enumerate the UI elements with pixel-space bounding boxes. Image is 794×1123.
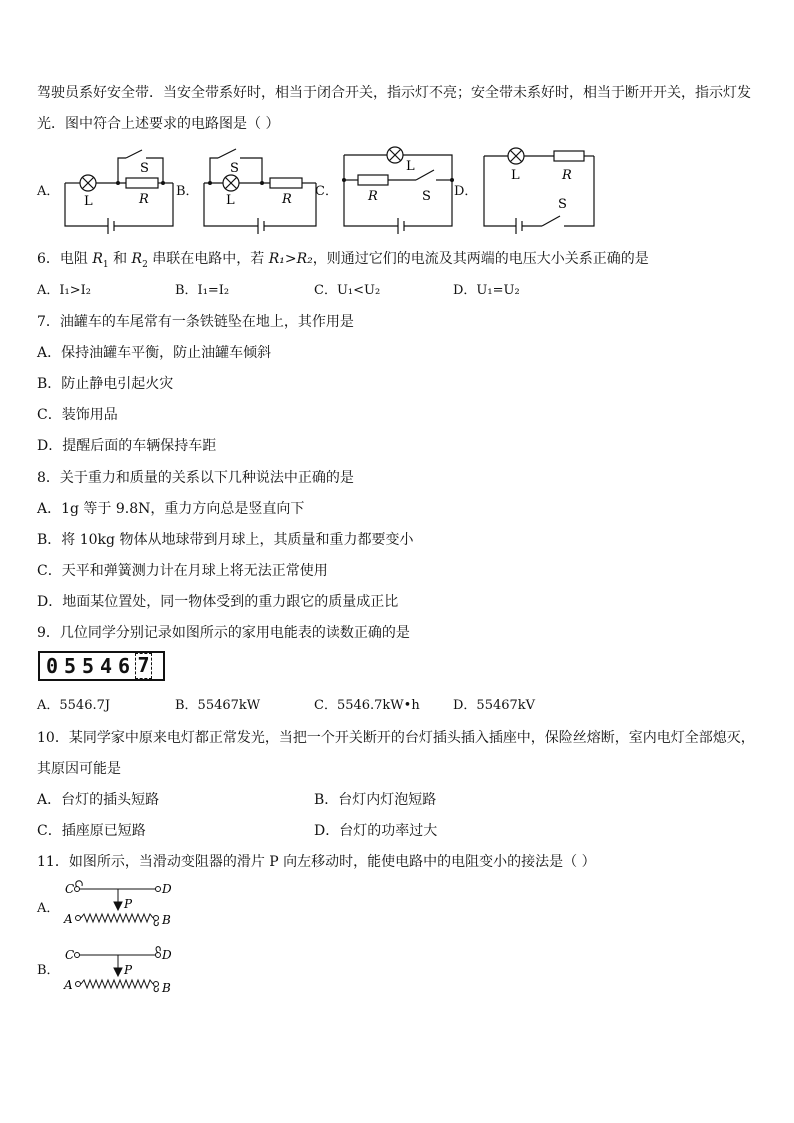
q9-option-a[interactable]: A．5546.7J — [37, 698, 111, 713]
meter-decimal-digit: 7 — [135, 653, 152, 679]
q9-option-d[interactable]: D．55467kV — [453, 698, 536, 713]
q11-option-b-label[interactable]: B． — [37, 963, 60, 978]
q11a-terminal-c: C — [65, 882, 75, 896]
q10-stem-line1: 10．某同学家中原来电灯都正常发光，当把一个开关断开的台灯插头插入插座中，保险丝熔断，室内电灯全部熄灭， — [37, 730, 755, 746]
q11-rheostat-b-diagram — [62, 942, 182, 998]
q6-condition: R₁>R₂ — [268, 251, 313, 267]
q6-option-a[interactable]: A．I₁>I₂ — [37, 283, 91, 298]
q11-option-a-label[interactable]: A． — [37, 901, 60, 916]
q5-circuit-c-diagram — [338, 144, 458, 238]
q5b-lamp-label: L — [226, 193, 235, 208]
q6-option-c[interactable]: C．U₁<U₂ — [314, 283, 381, 298]
q9-option-b[interactable]: B．55467kW — [175, 698, 261, 713]
q5a-switch-label: S — [140, 161, 149, 176]
q11a-slider-p: P — [124, 897, 133, 911]
q8-option-b[interactable]: B．将 10kg 物体从地球带到月球上，其质量和重力都要变小 — [37, 532, 414, 548]
q5d-lamp-label: L — [511, 168, 520, 183]
q11-stem: 11．如图所示，当滑动变阻器的滑片 P 向左移动时，能使电路中的电阻变小的接法是（ ） — [37, 854, 596, 870]
q5-option-d-label: D． — [454, 184, 478, 199]
q7-option-d[interactable]: D．提醒后面的车辆保持车距 — [37, 438, 217, 454]
q7-stem: 7．油罐车的车尾常有一条铁链坠在地上，其作用是 — [37, 314, 354, 330]
q5b-resistor-label: R — [282, 192, 292, 207]
q11b-terminal-d: D — [162, 948, 172, 962]
q11b-terminal-b: B — [162, 981, 171, 995]
q11-rheostat-a-diagram — [62, 878, 182, 930]
q5a-resistor-label: R — [139, 192, 149, 207]
meter-digit: 6 — [117, 654, 131, 678]
q5c-lamp-label: L — [406, 159, 415, 174]
q9-stem: 9．几位同学分别记录如图所示的家用电能表的读数正确的是 — [37, 625, 410, 641]
q10-option-d[interactable]: D．台灯的功率过大 — [314, 823, 438, 839]
q10-option-c[interactable]: C．插座原已短路 — [37, 823, 146, 839]
q8-option-c[interactable]: C．天平和弹簧测力计在月球上将无法正常使用 — [37, 563, 328, 579]
q9-option-c[interactable]: C．5546.7kW•h — [314, 698, 420, 713]
q5-stem-line1: 驾驶员系好安全带．当安全带系好时，相当于闭合开关，指示灯不亮；安全带未系好时，相当于断开开关，指示灯发 — [37, 85, 751, 101]
meter-digit: 4 — [99, 654, 113, 678]
q5-circuit-b-diagram — [198, 146, 320, 238]
q5d-switch-label: S — [558, 197, 567, 212]
meter-digit: 5 — [81, 654, 95, 678]
q11a-terminal-d: D — [162, 882, 172, 896]
q6-stem: 6．电阻 $R_1$ 和 $R_2$ 串联在电路中，若 R₁>R₂，则通过它们的电流及其两端的电压大小关系正确的是 — [37, 251, 649, 270]
q5a-lamp-label: L — [84, 194, 93, 209]
meter-digit: 0 — [45, 654, 59, 678]
q11b-slider-p: P — [124, 963, 133, 977]
q10-option-a[interactable]: A．台灯的插头短路 — [37, 792, 160, 808]
q11a-terminal-a: A — [64, 912, 73, 926]
q5-circuit-a-diagram — [58, 146, 180, 238]
q6-option-d[interactable]: D．U₁=U₂ — [453, 283, 520, 298]
q5-option-b-label: B． — [176, 184, 199, 199]
q7-option-b[interactable]: B．防止静电引起火灾 — [37, 376, 174, 392]
energy-meter-display — [38, 651, 165, 681]
q5d-resistor-label: R — [562, 168, 572, 183]
q5c-resistor-label: R — [368, 189, 378, 204]
q5b-switch-label: S — [230, 161, 239, 176]
q11b-terminal-c: C — [65, 948, 75, 962]
q10-stem-line2: 其原因可能是 — [37, 761, 121, 777]
q11a-terminal-b: B — [162, 913, 171, 927]
q11b-terminal-a: A — [64, 978, 73, 992]
q5-option-a-label: A． — [37, 184, 60, 199]
q5-option-c-label: C． — [315, 184, 338, 199]
meter-digit: 5 — [63, 654, 77, 678]
q8-option-d[interactable]: D．地面某位置处，同一物体受到的重力跟它的质量成正比 — [37, 594, 399, 610]
q7-option-a[interactable]: A．保持油罐车平衡，防止油罐车倾斜 — [37, 345, 272, 361]
q10-option-b[interactable]: B．台灯内灯泡短路 — [314, 792, 437, 808]
q5c-switch-label: S — [422, 189, 431, 204]
q6-option-b[interactable]: B．I₁=I₂ — [175, 283, 230, 298]
q7-option-c[interactable]: C．装饰用品 — [37, 407, 118, 423]
q5-circuit-d-diagram — [478, 144, 600, 238]
q5-stem-line2: 光．图中符合上述要求的电路图是（ ） — [37, 116, 280, 132]
q8-option-a[interactable]: A．1g 等于 9.8N，重力方向总是竖直向下 — [37, 501, 305, 517]
q8-stem: 8．关于重力和质量的关系以下几种说法中正确的是 — [37, 470, 354, 486]
